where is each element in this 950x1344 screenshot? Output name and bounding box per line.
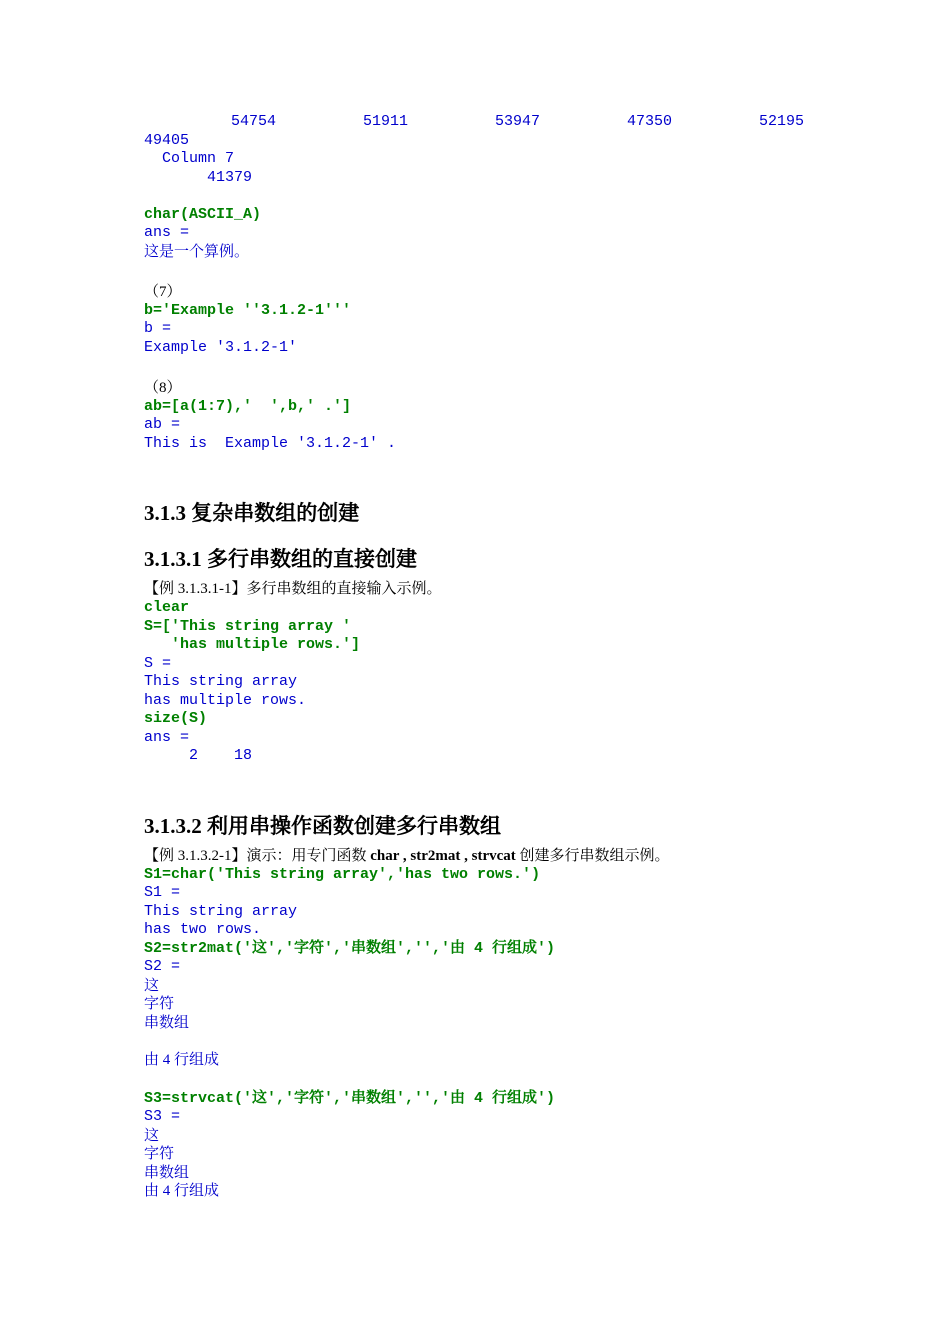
output-ab-value: This is Example '3.1.2-1' . xyxy=(144,434,397,452)
code-line: clear xyxy=(144,599,190,616)
command-ab: ab=[a(1:7),' ',b,' .'] xyxy=(144,397,352,415)
output-s3-label: S3 = xyxy=(144,1108,181,1125)
title-suffix: 创建多行串数组示例。 xyxy=(515,847,670,864)
output-s2-line xyxy=(144,1032,844,1051)
document-page xyxy=(144,113,844,1201)
output-s1-line: This string array xyxy=(144,902,298,920)
value-2: 51911 xyxy=(362,113,408,130)
output-row-2: 49405 xyxy=(144,131,190,149)
output-s3-line: 字符 xyxy=(144,1146,175,1162)
step-label-8: （8） xyxy=(144,379,182,396)
code-line: S=['This string array ' xyxy=(144,617,352,635)
command-b: b='Example ''3.1.2-1''' xyxy=(144,301,352,319)
command-s2: S2=str2mat('这','字符','串数组','','由 4 行组成') xyxy=(144,939,556,957)
command-s3: S3=strvcat('这','字符','串数组','','由 4 行组成') xyxy=(144,1089,556,1107)
value-3: 53947 xyxy=(494,113,540,130)
column-label: Column 7 xyxy=(144,150,235,167)
code-line: has multiple rows. xyxy=(144,691,307,709)
output-row-3: 41379 xyxy=(144,168,253,186)
code-line: S = xyxy=(144,654,172,672)
section-heading-3131: 3.1.3.1 多行串数组的直接创建 xyxy=(144,547,417,571)
code-line: ans = xyxy=(144,728,190,746)
title-functions: char , str2mat , strvcat xyxy=(370,847,516,864)
section-heading-313: 3.1.3 复杂串数组的创建 xyxy=(144,501,360,525)
value-1: 54754 xyxy=(230,113,276,130)
ans-value: 这是一个算例。 xyxy=(144,243,250,260)
example-3131-code xyxy=(144,599,844,766)
ans-label: ans = xyxy=(144,224,190,241)
value-5: 52195 xyxy=(758,113,804,130)
command-char: char(ASCII_A) xyxy=(144,205,262,223)
output-b-label: b = xyxy=(144,320,172,337)
output-s2-line: 这 xyxy=(144,977,160,994)
output-s2-label: S2 = xyxy=(144,958,181,975)
output-s2-line: 字符 xyxy=(144,996,175,1012)
output-row-1 xyxy=(144,113,844,132)
output-s1-line: has two rows. xyxy=(144,921,262,938)
example-title-3132 xyxy=(144,846,844,866)
code-line: size(S) xyxy=(144,710,208,727)
output-s3-line: 串数组 xyxy=(144,1164,190,1181)
code-line: 'has multiple rows.'] xyxy=(144,636,361,653)
output-s1-label: S1 = xyxy=(144,884,181,901)
output-s3-line: 这 xyxy=(144,1127,160,1144)
step-label-7: （7） xyxy=(144,283,182,300)
output-s2-line: 串数组 xyxy=(144,1014,190,1031)
section-heading-3132: 3.1.3.2 利用串操作函数创建多行串数组 xyxy=(144,813,501,838)
output-s3-line: 由 4 行组成 xyxy=(144,1183,220,1199)
output-ab-label: ab = xyxy=(144,416,181,433)
value-4: 47350 xyxy=(626,113,672,130)
code-line: This string array xyxy=(144,673,307,690)
title-prefix: 【例 3.1.3.2-1】演示：用专门函数 xyxy=(144,847,371,864)
example-title-3131: 【例 3.1.3.1-1】多行串数组的直接输入示例。 xyxy=(144,581,442,597)
command-s1: S1=char('This string array','has two rows.') xyxy=(144,865,541,883)
output-s2-line: 由 4 行组成 xyxy=(144,1051,220,1068)
output-b-value: Example '3.1.2-1' xyxy=(144,338,298,356)
code-line: 2 18 xyxy=(144,747,253,764)
